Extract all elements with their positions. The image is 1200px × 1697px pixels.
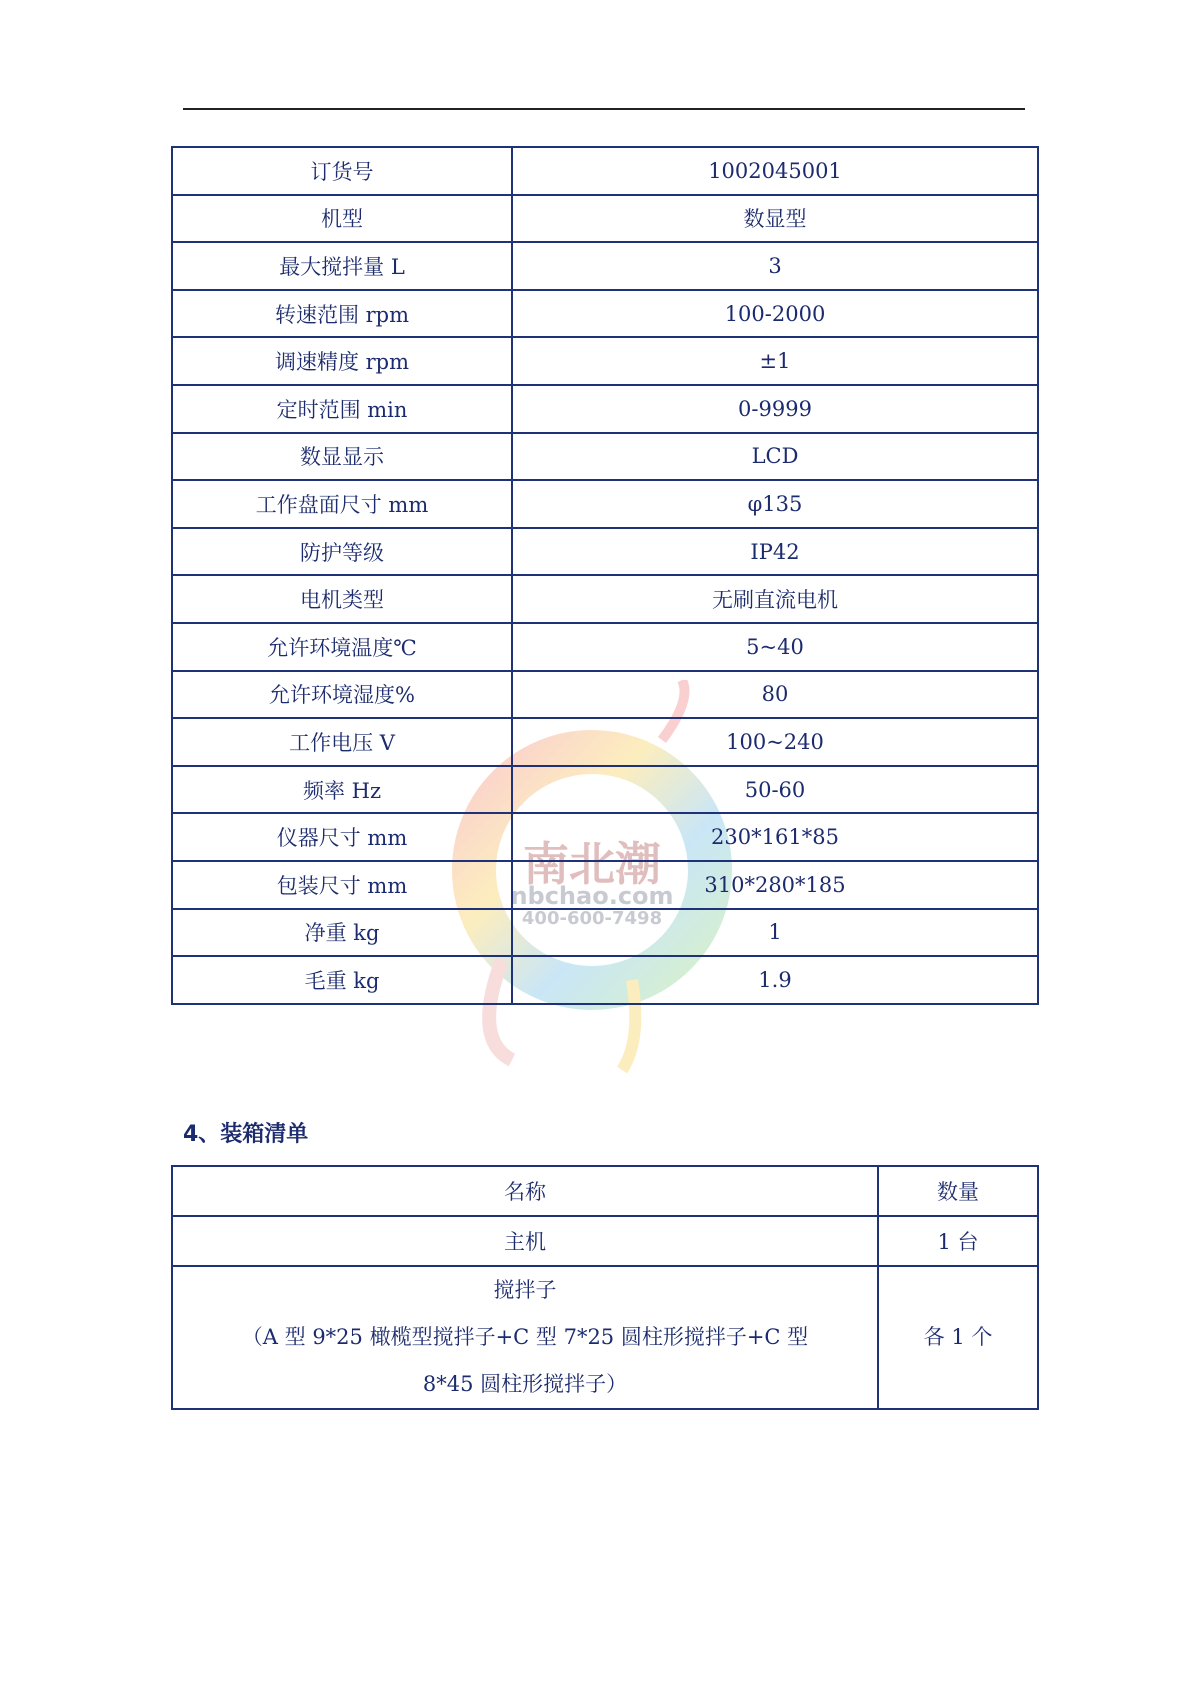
spec-row	[172, 671, 1038, 719]
spec-label: 机型	[172, 195, 512, 243]
spec-label: 转速范围 rpm	[172, 290, 512, 338]
spec-label: 电机类型	[172, 575, 512, 623]
packing-row	[172, 1266, 1038, 1409]
spec-label: 频率 Hz	[172, 766, 512, 814]
spec-value: 数显型	[512, 195, 1038, 243]
spec-label: 允许环境温度℃	[172, 623, 512, 671]
spec-row	[172, 195, 1038, 243]
spec-row	[172, 480, 1038, 528]
spec-row	[172, 242, 1038, 290]
spec-table	[171, 146, 1039, 1005]
spec-label: 工作盘面尺寸 mm	[172, 480, 512, 528]
spec-label: 工作电压 V	[172, 718, 512, 766]
spec-label: 毛重 kg	[172, 956, 512, 1004]
spec-label: 防护等级	[172, 528, 512, 576]
spec-value: 230*161*85	[512, 813, 1038, 861]
spec-row	[172, 861, 1038, 909]
spec-label: 仪器尺寸 mm	[172, 813, 512, 861]
spec-row	[172, 718, 1038, 766]
spec-value: 无刷直流电机	[512, 575, 1038, 623]
packing-item-qty: 各 1 个	[878, 1266, 1038, 1409]
spec-value: ±1	[512, 337, 1038, 385]
packing-header-name: 名称	[172, 1166, 878, 1216]
spec-row	[172, 290, 1038, 338]
packing-row	[172, 1216, 1038, 1266]
spec-label: 数显显示	[172, 433, 512, 481]
spec-table-body	[172, 147, 1038, 1004]
spec-label: 定时范围 min	[172, 385, 512, 433]
packing-item-name: 主机	[172, 1216, 878, 1266]
spec-value: 0-9999	[512, 385, 1038, 433]
spec-label: 允许环境湿度%	[172, 671, 512, 719]
spec-row	[172, 385, 1038, 433]
packing-item-name-line: （A 型 9*25 橄榄型搅拌子+C 型 7*25 圆柱形搅拌子+C 型	[241, 1325, 809, 1349]
spec-row	[172, 575, 1038, 623]
packing-header-row	[172, 1166, 1038, 1216]
spec-row	[172, 337, 1038, 385]
spec-label: 包装尺寸 mm	[172, 861, 512, 909]
spec-row	[172, 528, 1038, 576]
spec-value: LCD	[512, 433, 1038, 481]
spec-row	[172, 433, 1038, 481]
packing-item-qty: 1 台	[878, 1216, 1038, 1266]
packing-item-name-line: 搅拌子	[493, 1278, 557, 1302]
spec-row	[172, 623, 1038, 671]
spec-value: 80	[512, 671, 1038, 719]
spec-label: 最大搅拌量 L	[172, 242, 512, 290]
packing-item-name	[172, 1266, 878, 1409]
spec-value: 100~240	[512, 718, 1038, 766]
watermark-brand: 南北潮	[523, 837, 661, 891]
spec-label: 订货号	[172, 147, 512, 195]
spec-value: 1002045001	[512, 147, 1038, 195]
spec-row	[172, 147, 1038, 195]
packing-header-qty: 数量	[878, 1166, 1038, 1216]
watermark-site: nbchao.com	[510, 882, 674, 910]
spec-label: 调速精度 rpm	[172, 337, 512, 385]
spec-value: 3	[512, 242, 1038, 290]
spec-value: 1	[512, 909, 1038, 957]
spec-label: 净重 kg	[172, 909, 512, 957]
spec-row	[172, 766, 1038, 814]
spec-value: 5~40	[512, 623, 1038, 671]
packing-item-name-line: 8*45 圆柱形搅拌子）	[422, 1372, 628, 1396]
spec-value: 100-2000	[512, 290, 1038, 338]
spec-value: 50-60	[512, 766, 1038, 814]
spec-row	[172, 956, 1038, 1004]
spec-value: IP42	[512, 528, 1038, 576]
spec-value: 1.9	[512, 956, 1038, 1004]
header-rule	[183, 108, 1025, 110]
watermark-phone: 400-600-7498	[521, 908, 663, 929]
spec-value: φ135	[512, 480, 1038, 528]
spec-row	[172, 909, 1038, 957]
spec-row	[172, 813, 1038, 861]
packing-list-table	[171, 1165, 1039, 1410]
spec-value: 310*280*185	[512, 861, 1038, 909]
packing-list-heading: 4、装箱清单	[183, 1122, 309, 1147]
